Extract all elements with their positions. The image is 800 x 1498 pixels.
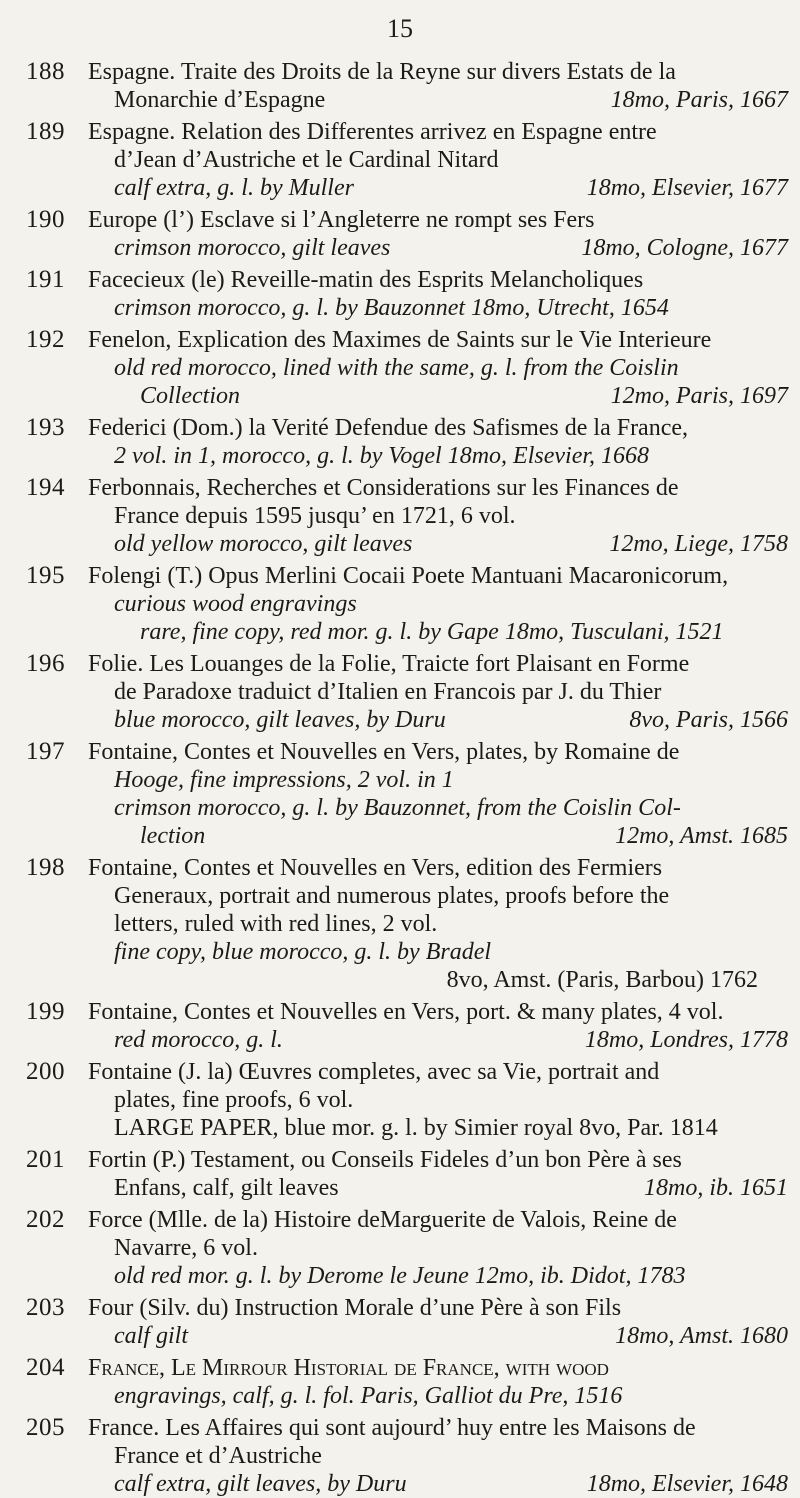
- catalogue-entry: [26, 998, 788, 1054]
- lot-number: 190: [26, 206, 65, 233]
- lot-number: 196: [26, 650, 65, 677]
- lot-number: 193: [26, 414, 65, 441]
- entry-title: Espagne. Traite des Droits de la Reyne sur divers Estats de la: [88, 59, 676, 85]
- catalogue-entry: [26, 414, 788, 470]
- entry-text: Monarchie d’Espagne: [114, 87, 326, 113]
- entry-binding: rare, fine copy, red mor. g. l. by Gape 18mo, Tusculani, 1521: [140, 619, 724, 645]
- entry-binding: red morocco, g. l.: [114, 1027, 283, 1053]
- entry-binding: calf extra, gilt leaves, by Duru: [114, 1471, 407, 1497]
- entry-imprint: 12mo, Liege, 1758: [609, 531, 788, 557]
- entry-title: Facecieux (le) Reveille-matin des Esprits Melancholiques: [88, 267, 644, 293]
- entry-imprint: 18mo, Cologne, 1677: [581, 235, 788, 261]
- entry-binding: engravings, calf, g. l. fol. Paris, Galliot du Pre, 1516: [114, 1383, 623, 1409]
- entry-imprint: 18mo, Paris, 1667: [610, 87, 788, 113]
- entry-text: lection: [140, 823, 206, 849]
- entry-line: [88, 382, 788, 410]
- catalogue-entry: [26, 206, 788, 262]
- entry-line: [88, 1026, 788, 1054]
- entry-binding: old red morocco, lined with the same, g. l. from the Coislin: [114, 355, 679, 381]
- lot-number: 205: [26, 1414, 65, 1441]
- entry-binding: 2 vol. in 1, morocco, g. l. by Vogel 18mo, Elsevier, 1668: [114, 443, 650, 469]
- entry-text: Hooge, fine impressions, 2 vol. in 1: [114, 767, 454, 793]
- lot-number: 204: [26, 1354, 65, 1381]
- entry-line: [88, 706, 788, 734]
- entry-title: Fontaine, Contes et Nouvelles en Vers, edition des Fermiers: [88, 855, 663, 881]
- catalogue-entry: [26, 1354, 788, 1410]
- entry-text: Collection: [140, 383, 240, 409]
- entry-title: Fenelon, Explication des Maximes de Saints sur le Vie Interieure: [88, 327, 712, 353]
- lot-number: 198: [26, 854, 65, 881]
- entry-imprint: 18mo, Elsevier, 1677: [586, 175, 788, 201]
- lot-number: 188: [26, 58, 65, 85]
- lot-number: 199: [26, 998, 65, 1025]
- entry-title: Fontaine, Contes et Nouvelles en Vers, plates, by Romaine de: [88, 739, 680, 765]
- entry-text: letters, ruled with red lines, 2 vol.: [114, 911, 438, 937]
- catalogue-entry: [26, 1294, 788, 1350]
- entry-binding: calf gilt: [114, 1323, 188, 1349]
- catalogue-entry: [26, 738, 788, 850]
- entry-text: France depuis 1595 jusqu’ en 1721, 6 vol.: [114, 503, 516, 529]
- entry-text: Navarre, 6 vol.: [114, 1235, 258, 1261]
- lot-number: 189: [26, 118, 65, 145]
- catalogue-entry: [26, 118, 788, 202]
- entry-binding: crimson morocco, g. l. by Bauzonnet 18mo, Utrecht, 1654: [114, 295, 669, 321]
- catalogue-entries: [26, 58, 788, 1498]
- entry-title: Fontaine (J. la) Œuvres completes, avec sa Vie, portrait and: [88, 1059, 660, 1085]
- entry-line: [88, 1174, 788, 1202]
- entry-title: Ferbonnais, Recherches et Considerations sur les Finances de: [88, 475, 679, 501]
- entry-binding: crimson morocco, g. l. by Bauzonnet, from the Coislin Col-: [114, 795, 681, 821]
- lot-number: 191: [26, 266, 65, 293]
- entry-line: [88, 86, 788, 114]
- entry-title: Federici (Dom.) la Verité Defendue des Safismes de la France,: [88, 415, 689, 441]
- entry-imprint: 18mo, Elsevier, 1648: [586, 1471, 788, 1497]
- catalogue-entry: [26, 1414, 788, 1498]
- entry-title: Four (Silv. du) Instruction Morale d’une Père à son Fils: [88, 1295, 622, 1321]
- entry-title: Fontaine, Contes et Nouvelles en Vers, port. & many plates, 4 vol.: [88, 999, 724, 1025]
- entry-text: plates, fine proofs, 6 vol.: [114, 1087, 354, 1113]
- entry-line: [88, 174, 788, 202]
- entry-imprint: 18mo, Londres, 1778: [584, 1027, 788, 1053]
- entry-imprint: 8vo, Paris, 1566: [629, 707, 788, 733]
- entry-binding: blue morocco, gilt leaves, by Duru: [114, 707, 446, 733]
- entry-text: Generaux, portrait and numerous plates, proofs before the: [114, 883, 670, 909]
- entry-binding: old red mor. g. l. by Derome le Jeune 12mo, ib. Didot, 1783: [114, 1263, 686, 1289]
- entry-line: [88, 530, 788, 558]
- entry-title: Fortin (P.) Testament, ou Conseils Fideles d’un bon Père à ses: [88, 1147, 682, 1173]
- entry-binding: crimson morocco, gilt leaves: [114, 235, 391, 261]
- lot-number: 201: [26, 1146, 65, 1173]
- catalogue-entry: [26, 474, 788, 558]
- catalogue-entry: [26, 562, 788, 646]
- entry-text: de Paradoxe traduict d’Italien en Francois par J. du Thier: [114, 679, 662, 705]
- lot-number: 197: [26, 738, 65, 765]
- entry-imprint: 18mo, ib. 1651: [644, 1175, 788, 1201]
- entry-title: Espagne. Relation des Differentes arrivez en Espagne entre: [88, 119, 657, 145]
- entry-text: France et d’Austriche: [114, 1443, 322, 1469]
- lot-number: 192: [26, 326, 65, 353]
- lot-number: 194: [26, 474, 65, 501]
- entry-binding: old yellow morocco, gilt leaves: [114, 531, 413, 557]
- entry-binding: calf extra, g. l. by Muller: [114, 175, 354, 201]
- entry-text: curious wood engravings: [114, 591, 357, 617]
- lot-number: 200: [26, 1058, 65, 1085]
- catalogue-entry: [26, 58, 788, 114]
- entry-binding: LARGE PAPER, blue mor. g. l. by Simier royal 8vo, Par. 1814: [114, 1115, 718, 1141]
- lot-number: 203: [26, 1294, 65, 1321]
- entry-line: [88, 234, 788, 262]
- entry-imprint: 12mo, Paris, 1697: [610, 383, 788, 409]
- catalogue-entry: [26, 1146, 788, 1202]
- entry-imprint: 18mo, Amst. 1680: [615, 1323, 788, 1349]
- entry-title: France, Le Mirrour Historial de France, with wood: [88, 1355, 609, 1381]
- entry-imprint: 8vo, Amst. (Paris, Barbou) 1762: [446, 967, 758, 993]
- catalogue-entry: [26, 1058, 788, 1142]
- entry-title: Europe (l’) Esclave si l’Angleterre ne rompt ses Fers: [88, 207, 595, 233]
- entry-binding: fine copy, blue morocco, g. l. by Bradel: [114, 939, 492, 965]
- entry-title: Force (Mlle. de la) Histoire deMarguerite de Valois, Reine de: [88, 1207, 677, 1233]
- catalogue-entry: [26, 326, 788, 410]
- lot-number: 195: [26, 562, 65, 589]
- entry-text: Enfans, calf, gilt leaves: [114, 1175, 339, 1201]
- entry-line: [88, 1470, 788, 1498]
- page-number: 15: [387, 14, 413, 43]
- catalogue-entry: [26, 854, 788, 994]
- entry-line: [88, 822, 788, 850]
- catalogue-entry: [26, 650, 788, 734]
- catalogue-entry: [26, 1206, 788, 1290]
- entry-title: Folengi (T.) Opus Merlini Cocaii Poete Mantuani Macaronicorum,: [88, 563, 729, 589]
- entry-text: d’Jean d’Austriche et le Cardinal Nitard: [114, 147, 499, 173]
- catalogue-entry: [26, 266, 788, 322]
- entry-imprint: 12mo, Amst. 1685: [615, 823, 788, 849]
- entry-line: [88, 1322, 788, 1350]
- entry-title: France. Les Affaires qui sont aujourd’ huy entre les Maisons de: [88, 1415, 696, 1441]
- entry-title: Folie. Les Louanges de la Folie, Traicte fort Plaisant en Forme: [88, 651, 690, 677]
- lot-number: 202: [26, 1206, 65, 1233]
